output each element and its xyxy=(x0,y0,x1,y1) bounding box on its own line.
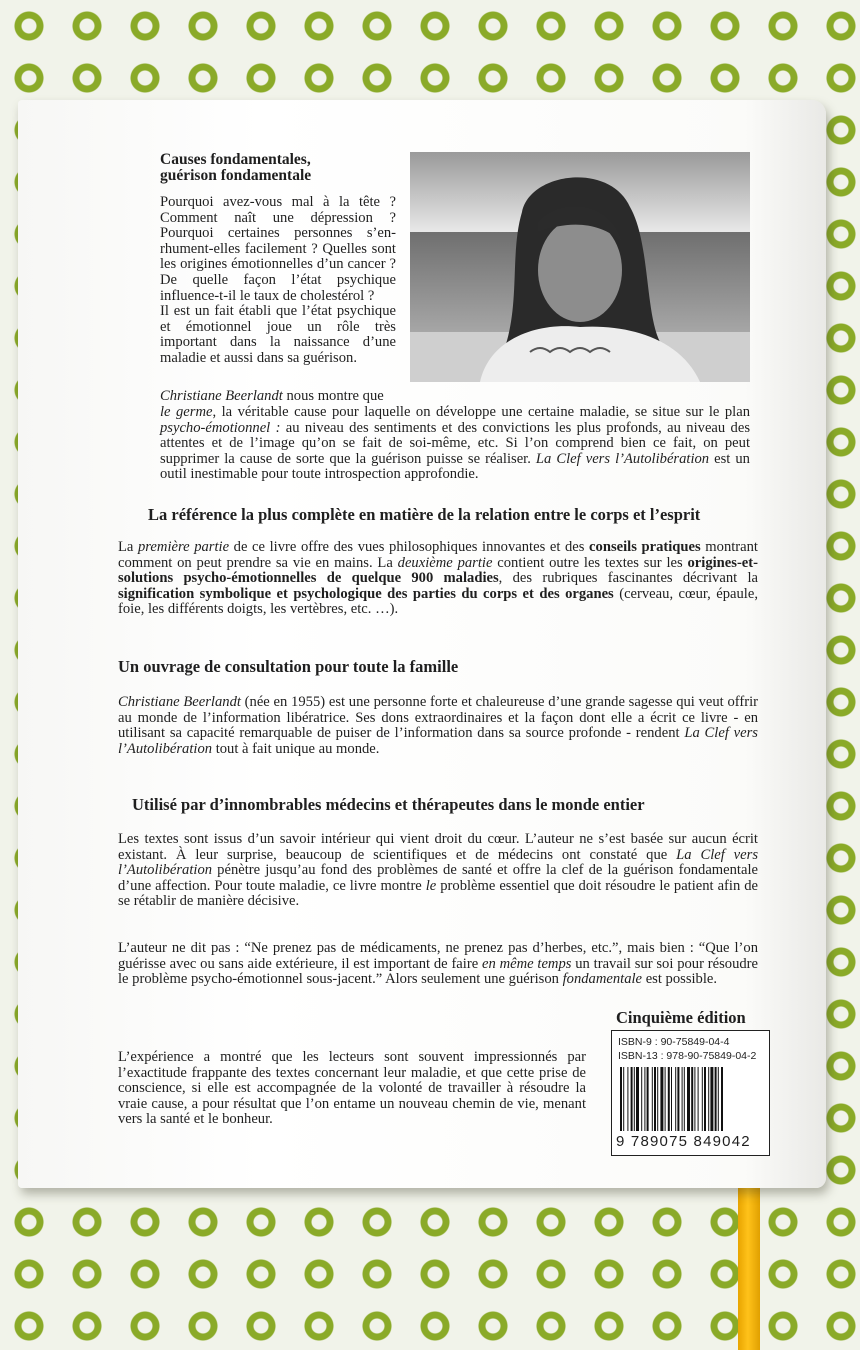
barcode-bar xyxy=(644,1067,645,1131)
isbn9-text: ISBN-9 : 90-75849-04-4 xyxy=(618,1036,730,1048)
barcode-bar xyxy=(710,1067,713,1131)
section4-c: problème essentiel que doit résoudre le patient afin de se rétablir de manière décisive. xyxy=(118,877,758,910)
section1-p3b-text: , la véritable cause pour laquelle on développe une certaine maladie, se situe sur le plan xyxy=(212,404,751,420)
section4-e: un travail sur soi pour résoudre le problème psycho-émotionnel sous-jacent.” Alors seulement une guérison xyxy=(118,955,759,988)
barcode-bar xyxy=(687,1067,690,1131)
section4-title: Utilisé par d’innombrables médecins et thérapeutes dans le monde entier xyxy=(132,795,645,814)
practical-advice-text: conseils pratiques xyxy=(589,539,701,555)
section3-paragraph xyxy=(118,695,758,757)
barcode-bar xyxy=(691,1067,693,1131)
barcode-bar xyxy=(636,1067,639,1131)
same-time-text: en même temps xyxy=(481,955,572,972)
section2-paragraph xyxy=(118,540,758,618)
barcode-bar xyxy=(682,1067,683,1131)
barcode-bar xyxy=(634,1067,635,1131)
section1-title xyxy=(160,152,311,184)
barcode-bar xyxy=(718,1067,719,1131)
barcode-bar xyxy=(684,1067,685,1131)
section1-p3c-text: au niveau des sentiments et des convictions les plus profonds, au niveau des attentes et de l’image qu’on se fait de soi-même, etc. Si l’on comprend bien ce fait, on peut supprimer la cause de sorte que la guérison puisse se réaliser. xyxy=(160,419,750,467)
section3-a: (née en 1955) est une personne forte et chaleureuse d’une grande sagesse qui veut offrir au monde de l’information libératrice. Ses dons extraordinaires et la façon dont elle a écrit ce livre - en utilisant sa capacité remarquable de puiser de l’information dans sa source profonde - rendent xyxy=(118,694,758,742)
author-photo xyxy=(410,152,750,382)
barcode-box xyxy=(611,1030,770,1156)
section2-d: contient outre les textes sur les xyxy=(492,554,688,571)
isbn13-text: ISBN-13 : 978-90-75849-04-2 xyxy=(618,1050,757,1062)
barcode-bar xyxy=(715,1067,717,1131)
section2-a: La xyxy=(118,539,138,555)
barcode-bar xyxy=(694,1067,695,1131)
section1-p3a-text: nous montre que xyxy=(282,388,384,404)
section4-paragraph-2 xyxy=(118,941,758,988)
barcode-bar xyxy=(623,1067,624,1131)
section2-f: (cerveau, cœur, épaule, foie, les différents doigts, les vertèbres, etc. …). xyxy=(118,585,758,618)
second-part-text: deuxième partie xyxy=(397,554,493,571)
barcode-bar xyxy=(665,1067,666,1131)
section4-d: L’auteur ne dit pas : “Ne prenez pas de médicaments, ne prenez pas d’herbes, etc.”, mais bien : “Que l’on guérisse avec ou sans aide extérieure, il est important de faire xyxy=(118,940,758,972)
barcode-bar xyxy=(657,1067,658,1131)
barcode-bar xyxy=(647,1067,649,1131)
book-title-text-3: La Clef vers l’Autolibération xyxy=(118,846,758,879)
origins-text: origines-et-solutions psycho-émotionnelles de quelque 900 maladies xyxy=(118,554,758,587)
barcode-bar xyxy=(671,1067,672,1131)
barcode-bar xyxy=(704,1067,706,1131)
barcode-image xyxy=(618,1067,763,1131)
barcode-bar xyxy=(702,1067,703,1131)
barcode-bar xyxy=(721,1067,723,1131)
edition-label: Cinquième édition xyxy=(616,1008,746,1027)
section2-e: , des rubriques fascinantes décrivant la xyxy=(498,570,759,587)
section2-b: de ce livre offre des vues philosophiques innovantes et des xyxy=(229,539,590,555)
barcode-bar xyxy=(708,1067,709,1131)
section1-paragraph-1 xyxy=(160,195,396,367)
section1-title-line1: Causes fondamentales, xyxy=(160,151,311,168)
germ-text: le germe xyxy=(160,404,213,420)
barcode-bar xyxy=(675,1067,676,1131)
book-title-text-2: La Clef vers l’Autolibération xyxy=(118,725,758,757)
section3-b: tout à fait unique au monde. xyxy=(212,740,380,757)
section1-p2-text: Il est un fait établi que l’état psychique et émotionnel joue un rôle très important dans la naissance d’une maladie et aussi dans sa guérison. xyxy=(160,303,396,366)
author-portrait-image xyxy=(410,152,750,382)
section3-title: Un ouvrage de consultation pour toute la famille xyxy=(118,657,459,676)
section1-p1-text: Pourquoi avez-vous mal à la tête ? Comment naît une dépression ? Pourquoi certaines personnes s’en-rhument-elles facilement ? Quelles sont les origines émotionnelles d’un cancer ? De quelle façon l’état psychique influence-t-il le taux de cholestérol ? xyxy=(160,194,396,304)
section2-c: montrant comment on peut prendre sa vie en mains. La xyxy=(118,539,758,571)
section4-paragraph-3 xyxy=(118,1050,586,1128)
author-name-2: Christiane Beerlandt xyxy=(118,694,241,710)
section4-b: pénètre jusqu’au fond des problèmes de santé et offre la clef de la guérison fondamentale d’une affection. Pour toute maladie, ce livre montre xyxy=(118,862,758,894)
barcode-bar xyxy=(668,1067,670,1131)
barcode-bar xyxy=(620,1067,622,1131)
section4-f: est possible. xyxy=(642,971,718,988)
barcode-bar xyxy=(641,1067,642,1131)
symbolic-meaning-text: signification symbolique et psychologique des parties du corps et des organes xyxy=(118,585,614,602)
plane-text: psycho-émotionnel : xyxy=(160,419,281,436)
barcode-bar xyxy=(631,1067,633,1131)
fundamental-text: fondamentale xyxy=(562,971,643,988)
barcode-bar xyxy=(698,1067,699,1131)
barcode-number: 9 789075 849042 xyxy=(616,1133,751,1150)
author-name: Christiane Beerlandt xyxy=(160,388,283,404)
first-part-text: première partie xyxy=(138,539,230,555)
barcode-bar xyxy=(652,1067,653,1131)
barcode-bar xyxy=(660,1067,663,1131)
section1-title-line2: guérison fondamentale xyxy=(160,167,312,184)
section4-paragraph-1 xyxy=(118,832,758,910)
section1-p3d-text: est un outil inestimable pour toute introspection approfondie. xyxy=(160,450,750,483)
section1-paragraph-2 xyxy=(160,389,396,405)
section4-a: Les textes sont issus d’un savoir intérieur qui vient droit du cœur. L’auteur ne s’est basée sur aucun écrit existant. À leur surprise, beaucoup de scientifiques et de médecins ont constaté que xyxy=(118,831,758,863)
barcode-bar xyxy=(654,1067,656,1131)
section2-title: La référence la plus complète en matière de la relation entre le corps et l’esprit xyxy=(148,505,701,524)
barcode-bar xyxy=(627,1067,628,1131)
barcode-bar xyxy=(677,1067,679,1131)
section1-paragraph-3 xyxy=(160,405,750,483)
book-title-text: La Clef vers l’Autolibération xyxy=(535,450,710,467)
section4-g: L’expérience a montré que les lecteurs sont souvent impressionnés par l’exactitude frappante des textes concernant leur maladie, et que cette prise de conscience, si elle est accompagnée de la volonté de travailler à résoudre la vraie cause, a pour résultat que l’on entame un nouveau chemin de vie, menant vers la santé et le bonheur. xyxy=(118,1049,586,1128)
le-text: le xyxy=(425,877,437,894)
